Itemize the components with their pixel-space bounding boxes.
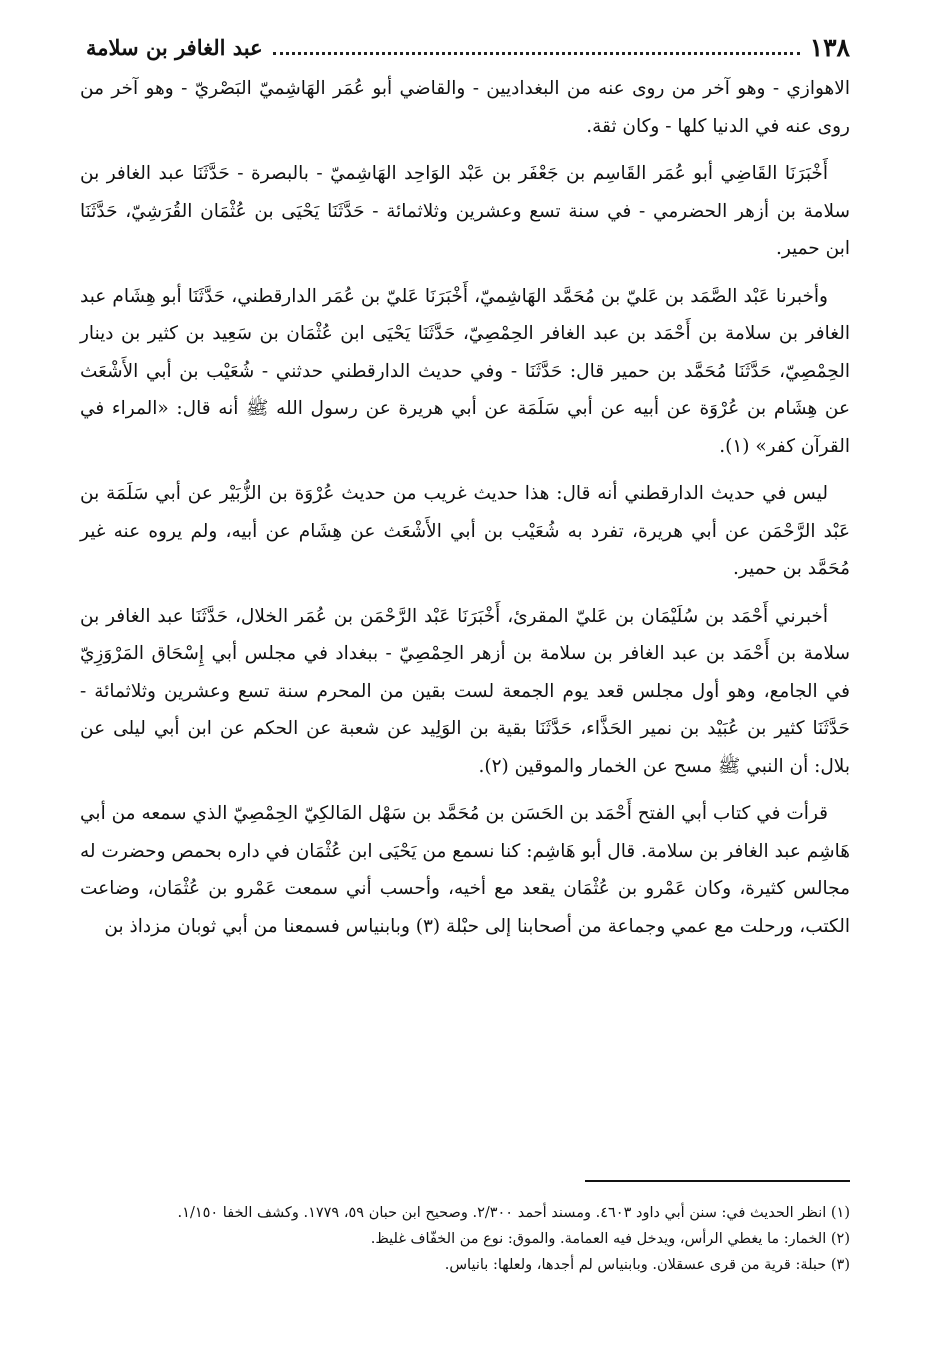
paragraph: أخبرني أَحْمَد بن سُلَيْمَان بن عَليّ المقرئ، أَخْبَرَنَا عَبْد الرَّحْمَن بن عُمَر الخلال، حَدَّثَنَا عبد الغافر بن سلامة بن أَحْمَد بن عبد الغافر بن سلامة بن أزهر الحِمْصِيّ - ببغداد في مجلس أبي إِسْحَاق المَرْوَزِيّ في الجامع، وهو أول مجلس قعد يوم الجمعة لست بقين من المحرم سنة تسع وعشرين وثلاثمائة - حَدَّثَنَا كثير بن عُبَيْد بن نمير الحَذَّاء، حَدَّثَنَا بقية بن الوَلِيد عن شعبة عن الحكم عن ابن أبي ليلى عن بلال: أن النبي ﷺ مسح عن الخمار والموقين (٢).	[80, 605, 850, 777]
paragraph: أَخْبَرَنَا القَاضِي أبو عُمَر القَاسِم بن جَعْفَر بن عَبْد الوَاحِد الهَاشِميّ - بالبصرة - حَدَّثَنَا عبد الغافر بن سلامة بن أزهر الحضرمي - في سنة تسع وعشرين وثلاثمائة - حَدَّثَنَا يَحْيَى بن عُثْمَان القُرَشِيّ، حَدَّثَنَا ابن حمير.	[80, 163, 850, 259]
main-text	[80, 70, 850, 955]
page-header	[86, 28, 850, 66]
paragraph: وأخبرنا عَبْد الصَّمَد بن عَليّ بن مُحَمَّد الهَاشِميّ، أَخْبَرَنَا عَليّ بن عُمَر الدارقطني، حَدَّثَنَا أبو هِشَام عبد الغافر بن سلامة بن أَحْمَد بن عبد الغافر الحِمْصِيّ، حَدَّثَنَا يَحْيَى ابن عُثْمَان بن سَعِيد بن كثير بن دينار الحِمْصِيّ، حَدَّثَنَا مُحَمَّد بن حمير قال: حَدَّثَنَا - وفي حديث الدارقطني حدثني - شُعَيْب بن أبي الأَشْعَث عن هِشَام بن عُرْوَة عن أبيه عن أبي سَلَمَة عن أبي هريرة عن رسول الله ﷺ أنه قال: «المراء في القرآن كفر» (١).	[80, 285, 850, 457]
paragraph: ليس في حديث الدارقطني أنه قال: هذا حديث غريب من حديث عُرْوَة بن الزُّبَيْر عن أبي سَلَمَة بن عَبْد الرَّحْمَن عن أبي هريرة، تفرد به شُعَيْب بن أبي الأَشْعَث عن هِشَام عن أبيه، ولم يروه عنه غير مُحَمَّد بن حمير.	[80, 483, 850, 579]
page-number: ١٣٨	[809, 32, 850, 62]
paragraph: الاهوازي - وهو آخر من روى عنه من البغداديين - والقاضي أبو عُمَر الهَاشِميّ البَصْريّ - وهو آخر من روى عنه في الدنيا كلها - وكان ثقة.	[80, 78, 850, 137]
footnote-3: (٣) حبلة: قرية من قرى عسقلان. وبابنياس لم أجدها، ولعلها: بانياس.	[444, 1257, 850, 1273]
footnotes	[80, 1200, 850, 1278]
footnote-divider	[585, 1180, 850, 1182]
running-title: عبد الغافر بن سلامة	[86, 34, 263, 60]
paragraph: قرأت في كتاب أبي الفتح أَحْمَد بن الحَسَن بن مُحَمَّد بن سَهْل المَالكِيّ الحِمْصِيّ الذي سمعه من أبي هَاشِم عبد الغافر بن سلامة. قال أبو هَاشِم: كنا نسمع من يَحْيَى ابن عُثْمَان في داره بحمص وحضرت له مجالس كثيرة، وكان عَمْرو بن عُثْمَان يقعد مع أخيه، وأحسب أني سمعت عَمْرو بن عُثْمَان، وضاعت الكتب، ورحلت مع عمي وجماعة من أصحابنا إلى حبْلة (٣) وبابنياس فسمعنا من أبي ثوبان مزداذ بن	[80, 803, 850, 937]
footnote-2: (٢) الخمار: ما يغطي الرأس، ويدخل فيه العمامة. والموق: نوع من الخفّاف غليظ.	[370, 1231, 850, 1247]
header-dotted-leader	[273, 52, 800, 55]
footnote-1: (١) انظر الحديث في: سنن أبي داود ٤٦٠٣. ومسند أحمد ٢/٣٠٠. وصحيح ابن حبان ٥٩، ١٧٧٩. وكشف الخفا ١/١٥٠.	[177, 1205, 850, 1221]
